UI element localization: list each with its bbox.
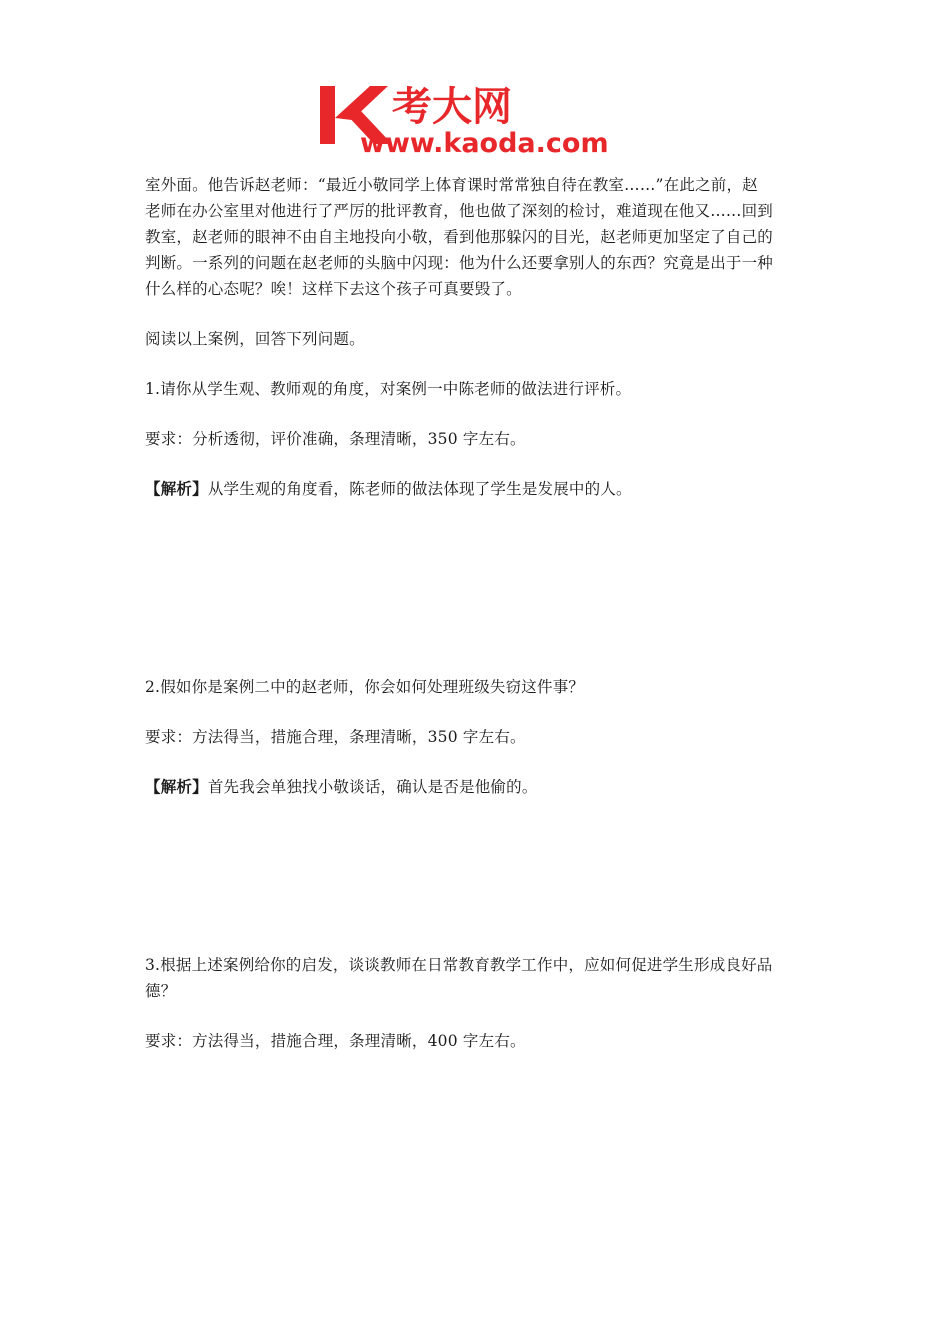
answer-tag: 【解析】 [145, 777, 208, 796]
document-body [145, 172, 810, 1054]
logo-url-text: www.kaoda.com [360, 128, 609, 159]
question-1: 1.请你从学生观、教师观的角度，对案例一中陈老师的做法进行评析。 [145, 380, 632, 398]
question-3-line: 3.根据上述案例给你的启发，谈谈教师在日常教育教学工作中，应如何促进学生形成良好品 [145, 956, 773, 974]
intro-line: 室外面。他告诉赵老师：“最近小敬同学上体育课时常常独自待在教室……”在此之前，赵 [145, 176, 758, 194]
answer-text: 首先我会单独找小敬谈话，确认是否是他偷的。 [207, 778, 538, 796]
question-2: 2.假如你是案例二中的赵老师，你会如何处理班级失窃这件事？ [145, 678, 585, 696]
intro-line: 判断。一系列的问题在赵老师的头脑中闪现：他为什么还要拿别人的东西？究竟是出于一种 [145, 254, 774, 272]
answer-text: 从学生观的角度看，陈老师的做法体现了学生是发展中的人。 [207, 480, 632, 498]
intro-line: 教室，赵老师的眼神不由自主地投向小敬，看到他那躲闪的目光，赵老师更加坚定了自己的 [145, 228, 774, 246]
question-2-answer [145, 774, 810, 800]
logo-chinese-text: 考大网 [392, 84, 512, 130]
answer-tag: 【解析】 [145, 479, 208, 498]
question-3-requirement: 要求：方法得当，措施合理，条理清晰，400 字左右。 [145, 1032, 526, 1050]
question-3-line: 德？ [145, 982, 177, 1000]
question-2-requirement: 要求：方法得当，措施合理，条理清晰，350 字左右。 [145, 728, 526, 746]
question-1-requirement: 要求：分析透彻，评价准确，条理清晰，350 字左右。 [145, 430, 526, 448]
kaoda-logo [318, 80, 648, 160]
kaoda-logo-graphic [318, 80, 648, 160]
intro-line: 什么样的心态呢？唉！这样下去这个孩子可真要毁了。 [145, 280, 522, 298]
intro-line: 老师在办公室里对他进行了严厉的批评教育，他也做了深刻的检讨，难道现在他又……回到 [145, 202, 774, 220]
question-1-answer [145, 476, 810, 502]
question-3 [145, 952, 810, 1004]
reading-instruction: 阅读以上案例，回答下列问题。 [145, 330, 365, 348]
case-intro-paragraph [145, 172, 810, 302]
